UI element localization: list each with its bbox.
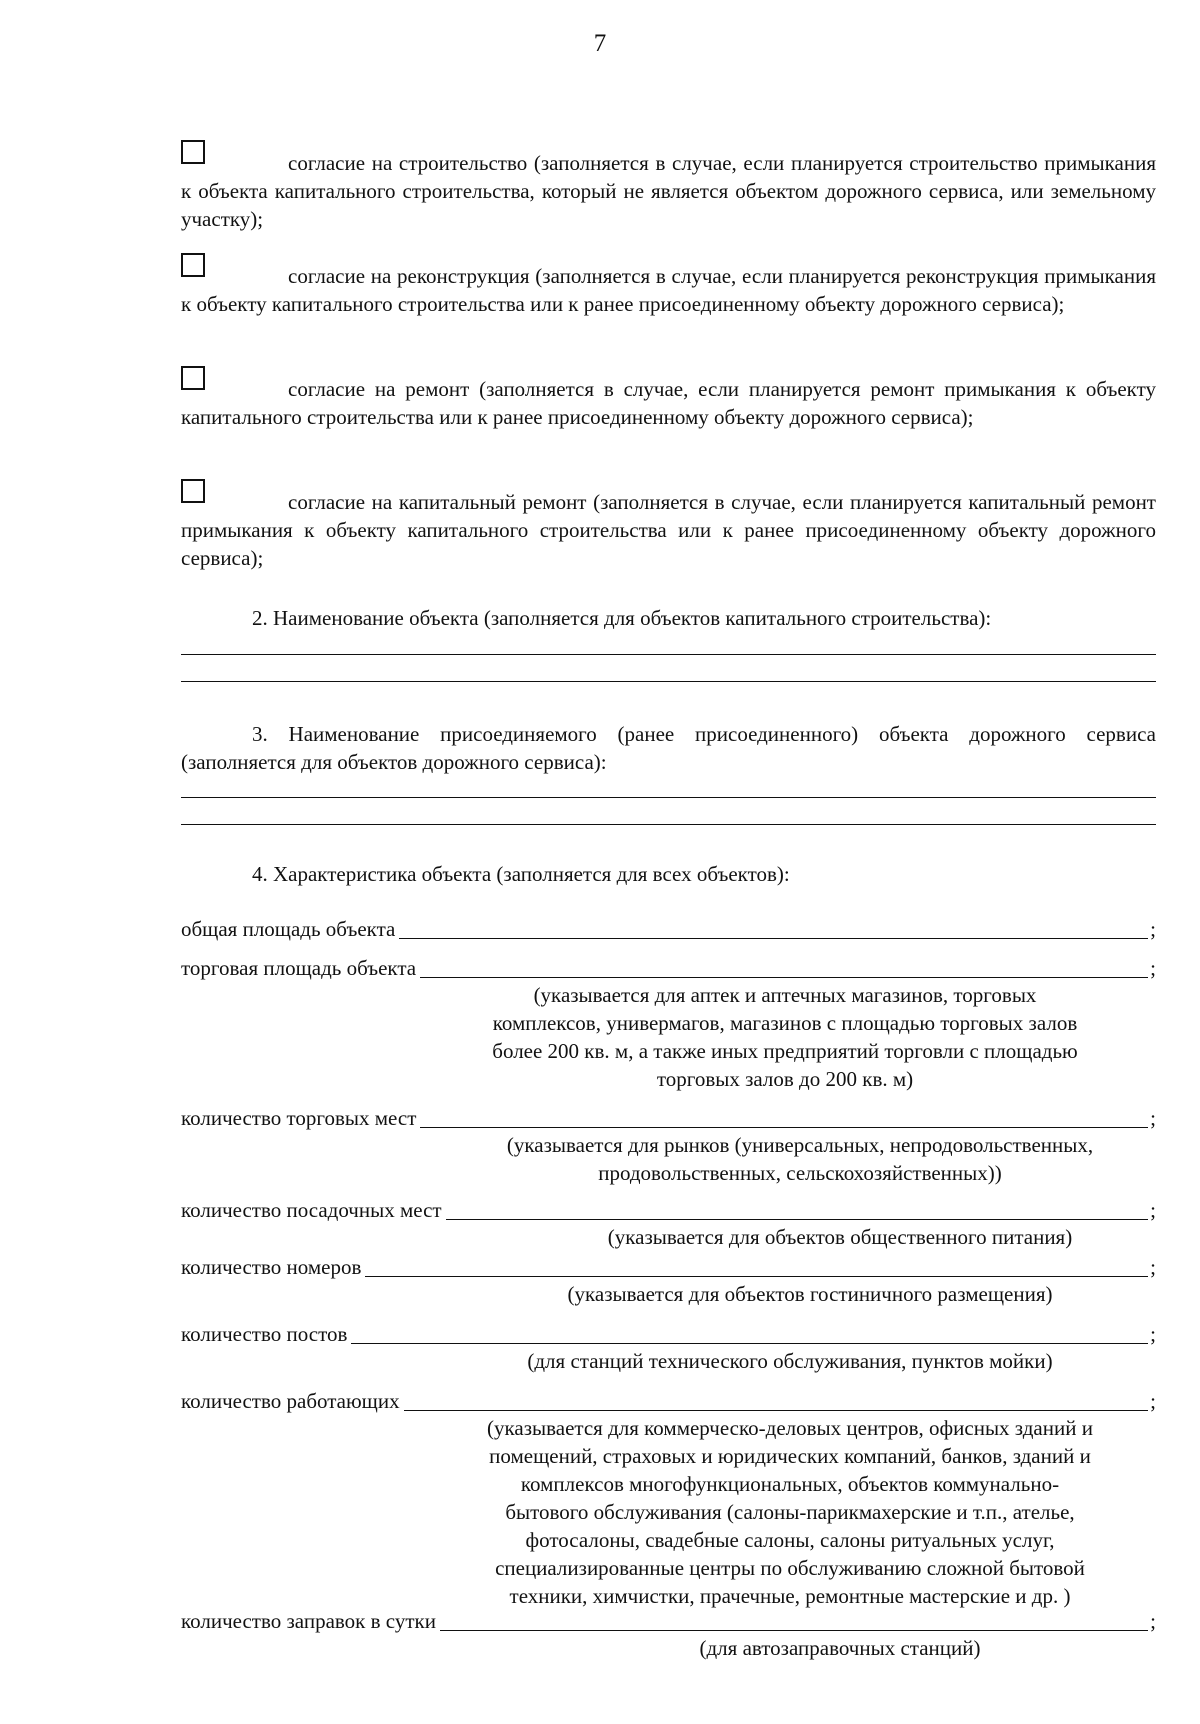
field-workers-input[interactable] — [404, 1390, 1149, 1411]
field-total-area-end: ; — [1150, 917, 1156, 941]
field-trade-area — [181, 954, 1156, 982]
field-workers-end: ; — [1150, 1389, 1156, 1413]
section2-heading: 2. Наименование объекта (заполняется для объектов капитального строительства): — [252, 606, 992, 630]
service-object-name-line-1[interactable] — [181, 797, 1156, 798]
field-workers-note — [420, 1414, 1160, 1610]
note-line: продовольственных, сельскохозяйственных)) — [598, 1161, 1002, 1185]
service-object-name-line-2[interactable] — [181, 824, 1156, 825]
object-name-line-1[interactable] — [181, 654, 1156, 655]
note-line: (указывается для объектов гостиничного размещения) — [567, 1282, 1053, 1306]
field-trade-places-end: ; — [1150, 1106, 1156, 1130]
field-posts-label: количество постов — [181, 1322, 348, 1346]
field-trade-places-input[interactable] — [420, 1107, 1148, 1128]
note-line: комплексов, универмагов, магазинов с площадью торговых залов — [492, 1011, 1078, 1035]
field-seats-label: количество посадочных мест — [181, 1198, 442, 1222]
field-trade-places-label: количество торговых мест — [181, 1106, 417, 1130]
field-posts-end: ; — [1150, 1322, 1156, 1346]
note-line: бытового обслуживания (салоны-парикмахерские и т.п., ателье, — [505, 1500, 1075, 1524]
field-refuels-note — [560, 1634, 1120, 1662]
consent-construction-text: согласие на строительство (заполняется в случае, если планируется строительство примыкания к объекта капитального строительства, который не является объектом дорожного сервиса, или земельному участку); — [181, 151, 1156, 231]
note-line: (для станций технического обслуживания, пунктов мойки) — [527, 1349, 1053, 1373]
field-total-area-label: общая площадь объекта — [181, 917, 396, 941]
note-line: (указывается для рынков (универсальных, непродовольственных, — [506, 1133, 1094, 1157]
field-seats-input[interactable] — [446, 1199, 1149, 1220]
note-line: (для автозаправочных станций) — [699, 1636, 981, 1660]
field-seats-note — [520, 1223, 1160, 1251]
field-posts — [181, 1320, 1156, 1348]
field-refuels-input[interactable] — [440, 1610, 1148, 1631]
note-line: помещений, страховых и юридических компаний, банков, зданий и — [489, 1444, 1091, 1468]
section3-heading: 3. Наименование присоединяемого (ранее присоединенного) объекта дорожного сервиса (заполняется для объектов дорожного сервиса): — [181, 722, 1156, 774]
field-refuels — [181, 1607, 1156, 1635]
field-trade-area-label: торговая площадь объекта — [181, 956, 417, 980]
note-line: комплексов многофункциональных, объектов коммунально- — [520, 1472, 1060, 1496]
field-trade-area-end: ; — [1150, 956, 1156, 980]
field-refuels-end: ; — [1150, 1609, 1156, 1633]
note-line: более 200 кв. м, а также иных предприятий торговли с площадью — [492, 1039, 1078, 1063]
field-workers — [181, 1387, 1156, 1415]
field-posts-note — [440, 1347, 1140, 1375]
note-line: (указывается для коммерческо-деловых центров, офисных зданий и — [487, 1416, 1093, 1440]
note-line: техники, химчистки, прачечные, ремонтные мастерские и др. ) — [509, 1584, 1071, 1608]
field-trade-places — [181, 1104, 1156, 1132]
field-total-area — [181, 915, 1156, 943]
object-name-line-2[interactable] — [181, 681, 1156, 682]
field-workers-label: количество работающих — [181, 1389, 400, 1413]
note-line: (указывается для аптек и аптечных магазинов, торговых — [533, 983, 1037, 1007]
field-rooms-label: количество номеров — [181, 1255, 362, 1279]
note-line: (указывается для объектов общественного питания) — [607, 1225, 1073, 1249]
section4-heading: 4. Характеристика объекта (заполняется для всех объектов): — [252, 862, 790, 886]
field-rooms-input[interactable] — [365, 1256, 1148, 1277]
field-trade-area-note — [420, 981, 1150, 1093]
consent-reconstruction-text: согласие на реконструкция (заполняется в случае, если планируется реконструкция примыкания к объекту капитального строительства или к ранее присоединенному объекту дорожного сервиса); — [181, 264, 1156, 316]
field-trade-area-input[interactable] — [420, 957, 1148, 978]
field-rooms-note — [470, 1280, 1150, 1308]
field-rooms — [181, 1253, 1156, 1281]
field-refuels-label: количество заправок в сутки — [181, 1609, 436, 1633]
note-line: торговых залов до 200 кв. м) — [656, 1067, 914, 1091]
field-seats-end: ; — [1150, 1198, 1156, 1222]
field-rooms-end: ; — [1150, 1255, 1156, 1279]
note-line: фотосалоны, свадебные салоны, салоны ритуальных услуг, — [525, 1528, 1055, 1552]
consent-repair-text: согласие на ремонт (заполняется в случае, если планируется ремонт примыкания к объекту капитального строительства или к ранее присоединенному объекту дорожного сервиса); — [181, 377, 1156, 429]
field-trade-places-note — [440, 1131, 1160, 1187]
page-number: 7 — [593, 30, 607, 57]
field-total-area-input[interactable] — [399, 918, 1148, 939]
field-posts-input[interactable] — [351, 1323, 1148, 1344]
consent-capital-repair-text: согласие на капитальный ремонт (заполняется в случае, если планируется капитальный ремонт примыкания к объекту капитального строительства или к ранее присоединенному объекту дорожного сервиса); — [181, 490, 1156, 570]
field-seats — [181, 1196, 1156, 1224]
note-line: специализированные центры по обслуживанию сложной бытовой — [495, 1556, 1085, 1580]
